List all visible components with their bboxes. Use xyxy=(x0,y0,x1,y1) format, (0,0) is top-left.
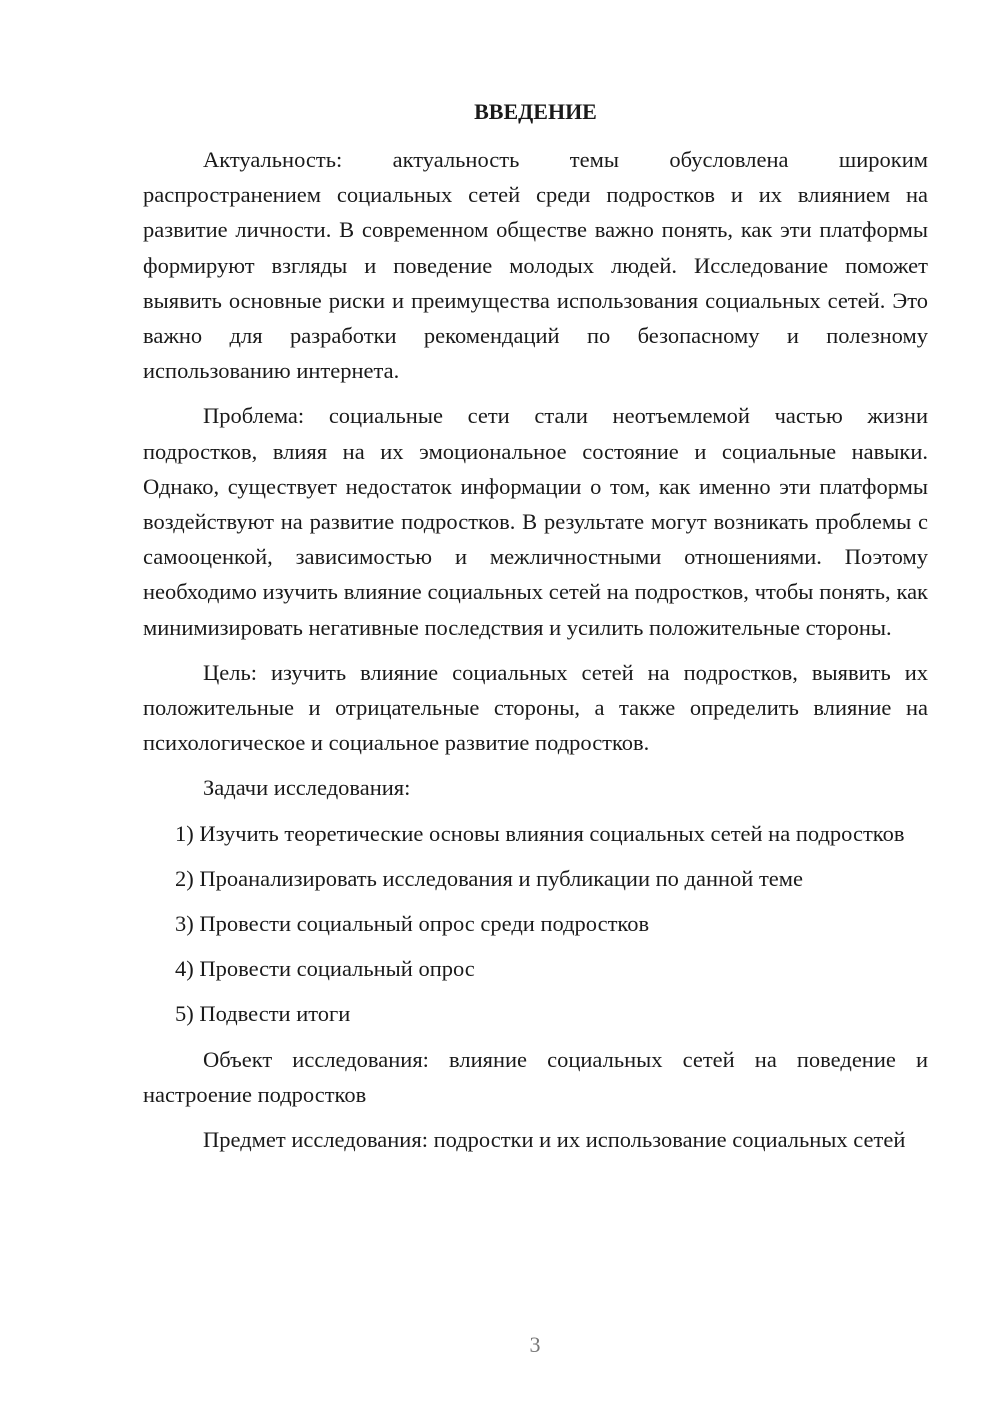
page-number: 3 xyxy=(529,1332,541,1357)
tasks-list xyxy=(143,816,928,1032)
relevance-paragraph: Актуальность: актуальность темы обусловлена широким распространением социальных сетей среди подростков и их влиянием на развитие личности. В современном обществе важно понять, как эти платформы формируют взгляды и поведение молодых людей. Исследование поможет выявить основные риски и преимущества использования социальных сетей. Это важно для разработки рекомендаций по безопасному и полезному использованию интернета. xyxy=(143,147,928,384)
object-paragraph: Объект исследования: влияние социальных сетей на поведение и настроение подростков xyxy=(143,1046,928,1107)
tasks-label: Задачи исследования: xyxy=(203,775,411,801)
section-heading: ВВЕДЕНИЕ xyxy=(474,99,597,124)
list-item: 3) Провести социальный опрос среди подростков xyxy=(175,911,650,937)
list-item: 5) Подвести итоги xyxy=(175,1001,351,1027)
page-content xyxy=(143,92,928,1167)
subject-paragraph: Предмет исследования: подростки и их использование социальных сетей xyxy=(203,1127,906,1153)
list-item: 2) Проанализировать исследования и публикации по данной теме xyxy=(175,865,804,891)
problem-paragraph: Проблема: социальные сети стали неотъемлемой частью жизни подростков, влияя на их эмоциональное состояние и социальные навыки. Однако, существует недостаток информации о том, как именно эти платформы воздействуют на развитие подростков. В результате могут возникать проблемы с самооценкой, зависимостью и межличностными отношениями. Поэтому необходимо изучить влияние социальных сетей на подростков, чтобы понять, как минимизировать негативные последствия и усилить положительные стороны. xyxy=(143,403,928,640)
list-item: 1) Изучить теоретические основы влияния социальных сетей на подростков xyxy=(175,820,905,846)
goal-paragraph: Цель: изучить влияние социальных сетей на подростков, выявить их положительные и отрицательные стороны, а также определить влияние на психологическое и социальное развитие подростков. xyxy=(143,659,928,756)
list-item: 4) Провести социальный опрос xyxy=(175,956,475,982)
